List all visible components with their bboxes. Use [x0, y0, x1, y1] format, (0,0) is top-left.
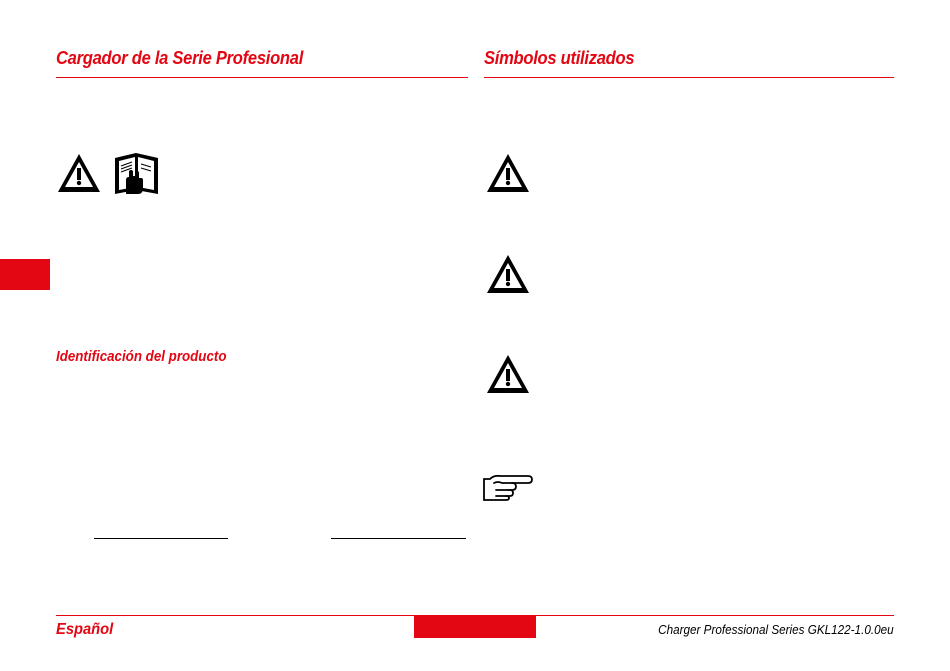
warning-icon	[56, 152, 102, 194]
warning-icon	[485, 152, 531, 194]
read-manual-icon	[112, 150, 162, 196]
right-title-rule	[484, 77, 894, 78]
footer-red-block	[414, 616, 536, 638]
warning-icon	[485, 353, 531, 395]
warning-icon	[485, 253, 531, 295]
chapter-tab	[0, 259, 50, 290]
product-identification-heading: Identificación del producto	[56, 349, 227, 365]
blank-line-model	[94, 538, 228, 539]
left-section-title: Cargador de la Serie Profesional	[56, 48, 304, 68]
footer-language: Español	[56, 621, 114, 638]
pointing-hand-icon	[482, 473, 534, 501]
right-section-title: Símbolos utilizados	[484, 48, 635, 68]
left-title-rule	[56, 77, 468, 78]
footer-document-id: Charger Professional Series GKL122-1.0.0eu	[658, 622, 894, 637]
blank-line-serial	[331, 538, 466, 539]
